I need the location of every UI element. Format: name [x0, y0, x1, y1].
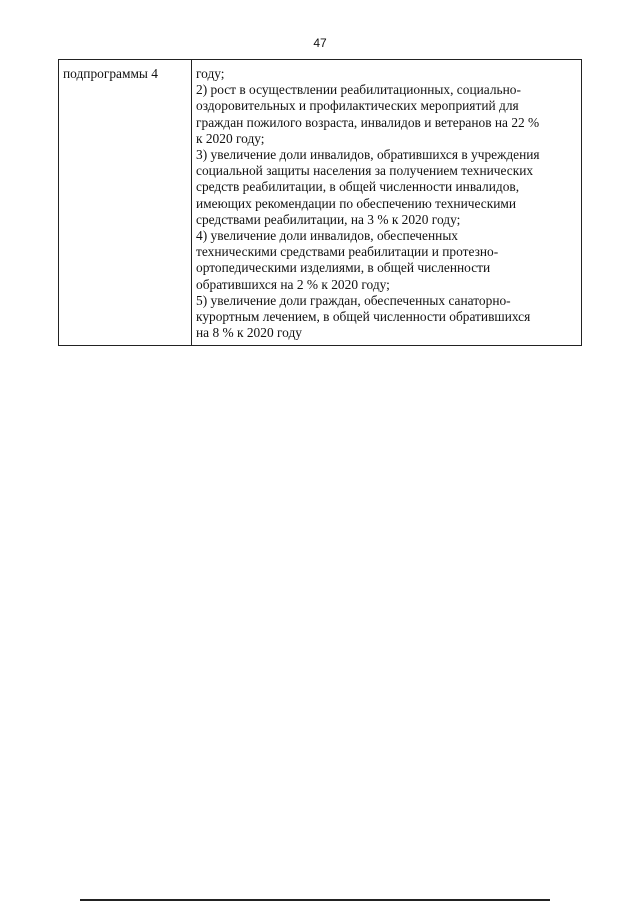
text-line: граждан пожилого возраста, инвалидов и ветеранов на 22 % [196, 114, 540, 130]
text-line: оздоровительных и профилактических мероприятий для [196, 98, 519, 114]
text-line: на 8 % к 2020 году [196, 325, 302, 341]
text-line: ортопедическими изделиями, в общей численности [196, 260, 491, 276]
text-line: имеющих рекомендации по обеспечению техническими [196, 195, 517, 211]
footer-rule [80, 899, 550, 901]
text-line: 4) увеличение доли инвалидов, обеспеченных [196, 228, 459, 244]
program-table [58, 59, 582, 346]
text-line: к 2020 году; [196, 130, 265, 146]
text-line: обратившихся на 2 % к 2020 году; [196, 276, 390, 292]
text-line: 3) увеличение доли инвалидов, обратившихся в учреждения [196, 147, 540, 163]
text-line: техническими средствами реабилитации и протезно- [196, 244, 499, 260]
text-line: средств реабилитации, в общей численности инвалидов, [196, 179, 520, 195]
text-line: 2) рост в осуществлении реабилитационных, социально- [196, 82, 521, 98]
subprogram-label-cell: подпрограммы 4 [59, 60, 192, 346]
text-line: курортным лечением, в общей численности обратившихся [196, 309, 531, 325]
text-line: средствами реабилитации, на 3 % к 2020 году; [196, 211, 461, 227]
indicators-cell [192, 60, 582, 346]
table-row [59, 60, 582, 346]
page-number: 47 [313, 36, 327, 50]
text-line: году; [196, 66, 225, 81]
text-line: социальной защиты населения за получением технических [196, 163, 534, 179]
text-line: 5) увеличение доли граждан, обеспеченных санаторно- [196, 292, 511, 308]
